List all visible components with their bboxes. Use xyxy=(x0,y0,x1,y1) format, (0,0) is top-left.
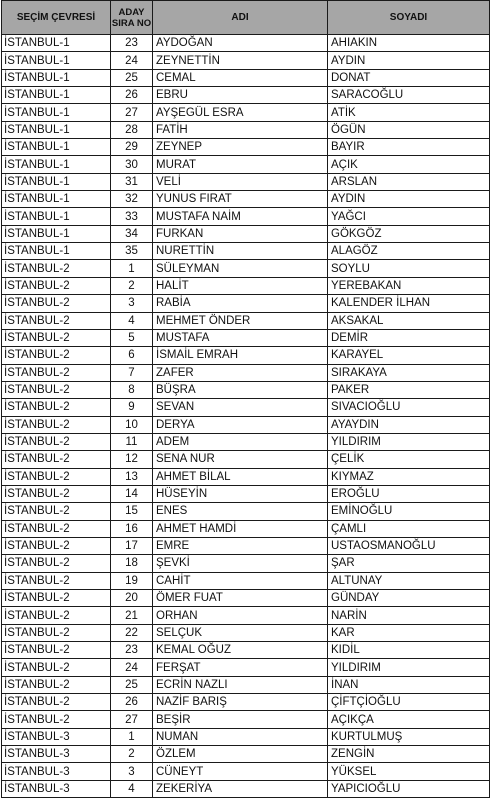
table-row xyxy=(2,156,490,173)
cell-secim-cevresi: İSTANBUL-2 xyxy=(2,416,111,433)
cell-sira-no: 3 xyxy=(111,763,153,780)
table-row xyxy=(2,277,490,294)
cell-soyadi: KIDİL xyxy=(328,642,490,659)
cell-sira-no: 18 xyxy=(111,555,153,572)
cell-soyadi: ATİK xyxy=(328,104,490,121)
cell-adi: ENES xyxy=(153,503,328,520)
table-row xyxy=(2,485,490,502)
cell-secim-cevresi: İSTANBUL-2 xyxy=(2,468,111,485)
table-row xyxy=(2,191,490,208)
cell-sira-no: 2 xyxy=(111,746,153,763)
cell-sira-no: 7 xyxy=(111,364,153,381)
cell-soyadi: ARSLAN xyxy=(328,173,490,190)
cell-sira-no: 9 xyxy=(111,399,153,416)
cell-sira-no: 4 xyxy=(111,312,153,329)
cell-adi: YUNUS FIRAT xyxy=(153,191,328,208)
table-row xyxy=(2,590,490,607)
table-row xyxy=(2,520,490,537)
cell-secim-cevresi: İSTANBUL-1 xyxy=(2,225,111,242)
cell-adi: MUSTAFA NAİM xyxy=(153,208,328,225)
cell-soyadi: EMİNOĞLU xyxy=(328,503,490,520)
cell-secim-cevresi: İSTANBUL-1 xyxy=(2,87,111,104)
table-row xyxy=(2,260,490,277)
cell-adi: AYDOĞAN xyxy=(153,35,328,52)
table-row xyxy=(2,416,490,433)
cell-sira-no: 30 xyxy=(111,156,153,173)
table-row xyxy=(2,433,490,450)
cell-secim-cevresi: İSTANBUL-1 xyxy=(2,121,111,138)
cell-adi: SÜLEYMAN xyxy=(153,260,328,277)
cell-soyadi: BAYIR xyxy=(328,139,490,156)
table-row xyxy=(2,347,490,364)
cell-secim-cevresi: İSTANBUL-1 xyxy=(2,104,111,121)
cell-adi: MEHMET ÖNDER xyxy=(153,312,328,329)
cell-adi: EMRE xyxy=(153,537,328,554)
cell-secim-cevresi: İSTANBUL-1 xyxy=(2,139,111,156)
cell-soyadi: SIRAKAYA xyxy=(328,364,490,381)
cell-soyadi: ÇELİK xyxy=(328,451,490,468)
cell-sira-no: 27 xyxy=(111,104,153,121)
cell-adi: NURETTİN xyxy=(153,243,328,260)
table-row xyxy=(2,295,490,312)
cell-adi: AHMET BİLAL xyxy=(153,468,328,485)
cell-sira-no: 3 xyxy=(111,295,153,312)
cell-secim-cevresi: İSTANBUL-1 xyxy=(2,52,111,69)
cell-secim-cevresi: İSTANBUL-2 xyxy=(2,537,111,554)
cell-adi: NUMAN xyxy=(153,728,328,745)
cell-soyadi: PAKER xyxy=(328,381,490,398)
cell-adi: KEMAL OĞUZ xyxy=(153,642,328,659)
cell-adi: FERŞAT xyxy=(153,659,328,676)
cell-secim-cevresi: İSTANBUL-2 xyxy=(2,642,111,659)
cell-secim-cevresi: İSTANBUL-2 xyxy=(2,451,111,468)
table-row xyxy=(2,381,490,398)
cell-sira-no: 12 xyxy=(111,451,153,468)
cell-secim-cevresi: İSTANBUL-1 xyxy=(2,191,111,208)
cell-adi: MURAT xyxy=(153,156,328,173)
cell-soyadi: ALTUNAY xyxy=(328,572,490,589)
cell-adi: NAZİF BARIŞ xyxy=(153,694,328,711)
cell-adi: ÖZLEM xyxy=(153,746,328,763)
cell-soyadi: AYAYDIN xyxy=(328,416,490,433)
cell-secim-cevresi: İSTANBUL-1 xyxy=(2,156,111,173)
header-aday-sira-no xyxy=(111,1,153,35)
cell-sira-no: 21 xyxy=(111,607,153,624)
cell-soyadi: AHIAKIN xyxy=(328,35,490,52)
cell-secim-cevresi: İSTANBUL-2 xyxy=(2,329,111,346)
cell-adi: DERYA xyxy=(153,416,328,433)
cell-adi: ECRİN NAZLI xyxy=(153,676,328,693)
cell-secim-cevresi: İSTANBUL-2 xyxy=(2,607,111,624)
table-row xyxy=(2,69,490,86)
cell-adi: ZEYNETTİN xyxy=(153,52,328,69)
cell-secim-cevresi: İSTANBUL-2 xyxy=(2,295,111,312)
cell-soyadi: DEMİR xyxy=(328,329,490,346)
cell-adi: VELİ xyxy=(153,173,328,190)
cell-sira-no: 2 xyxy=(111,277,153,294)
cell-adi: MUSTAFA xyxy=(153,329,328,346)
cell-soyadi: SOYLU xyxy=(328,260,490,277)
cell-secim-cevresi: İSTANBUL-1 xyxy=(2,173,111,190)
cell-secim-cevresi: İSTANBUL-2 xyxy=(2,433,111,450)
cell-adi: ŞEVKİ xyxy=(153,555,328,572)
table-row xyxy=(2,364,490,381)
cell-secim-cevresi: İSTANBUL-3 xyxy=(2,746,111,763)
cell-secim-cevresi: İSTANBUL-2 xyxy=(2,590,111,607)
cell-secim-cevresi: İSTANBUL-3 xyxy=(2,780,111,797)
cell-sira-no: 25 xyxy=(111,676,153,693)
table-row xyxy=(2,121,490,138)
cell-soyadi: AÇIK xyxy=(328,156,490,173)
cell-adi: ZEYNEP xyxy=(153,139,328,156)
header-adi: ADI xyxy=(153,1,328,35)
cell-sira-no: 13 xyxy=(111,468,153,485)
cell-adi: RABİA xyxy=(153,295,328,312)
cell-secim-cevresi: İSTANBUL-2 xyxy=(2,520,111,537)
cell-sira-no: 14 xyxy=(111,485,153,502)
cell-adi: EBRU xyxy=(153,87,328,104)
cell-sira-no: 23 xyxy=(111,35,153,52)
cell-soyadi: GÖKGÖZ xyxy=(328,225,490,242)
table-row xyxy=(2,694,490,711)
table-row xyxy=(2,225,490,242)
cell-soyadi: YILDIRIM xyxy=(328,433,490,450)
table-row xyxy=(2,87,490,104)
table-row xyxy=(2,35,490,52)
cell-sira-no: 34 xyxy=(111,225,153,242)
cell-sira-no: 20 xyxy=(111,590,153,607)
table-row xyxy=(2,468,490,485)
cell-adi: CEMAL xyxy=(153,69,328,86)
table-row xyxy=(2,503,490,520)
cell-soyadi: SARACOĞLU xyxy=(328,87,490,104)
cell-secim-cevresi: İSTANBUL-2 xyxy=(2,312,111,329)
cell-soyadi: AYDIN xyxy=(328,52,490,69)
cell-adi: ADEM xyxy=(153,433,328,450)
cell-soyadi: AYDIN xyxy=(328,191,490,208)
cell-sira-no: 29 xyxy=(111,139,153,156)
cell-secim-cevresi: İSTANBUL-3 xyxy=(2,728,111,745)
cell-sira-no: 8 xyxy=(111,381,153,398)
table-row xyxy=(2,746,490,763)
cell-adi: İSMAİL EMRAH xyxy=(153,347,328,364)
cell-adi: ZAFER xyxy=(153,364,328,381)
cell-adi: SELÇUK xyxy=(153,624,328,641)
cell-sira-no: 15 xyxy=(111,503,153,520)
cell-sira-no: 23 xyxy=(111,642,153,659)
cell-soyadi: USTAOSMANOĞLU xyxy=(328,537,490,554)
table-row xyxy=(2,642,490,659)
cell-adi: ORHAN xyxy=(153,607,328,624)
cell-sira-no: 1 xyxy=(111,260,153,277)
cell-soyadi: ÖGÜN xyxy=(328,121,490,138)
cell-sira-no: 19 xyxy=(111,572,153,589)
table-row xyxy=(2,624,490,641)
cell-soyadi: EROĞLU xyxy=(328,485,490,502)
cell-soyadi: AKSAKAL xyxy=(328,312,490,329)
cell-secim-cevresi: İSTANBUL-2 xyxy=(2,364,111,381)
cell-sira-no: 17 xyxy=(111,537,153,554)
cell-soyadi: ALAGÖZ xyxy=(328,243,490,260)
cell-secim-cevresi: İSTANBUL-2 xyxy=(2,711,111,728)
cell-secim-cevresi: İSTANBUL-1 xyxy=(2,243,111,260)
table-row xyxy=(2,537,490,554)
cell-secim-cevresi: İSTANBUL-2 xyxy=(2,347,111,364)
cell-sira-no: 33 xyxy=(111,208,153,225)
cell-secim-cevresi: İSTANBUL-2 xyxy=(2,503,111,520)
cell-adi: HALİT xyxy=(153,277,328,294)
cell-soyadi: ÇİFTÇİOĞLU xyxy=(328,694,490,711)
cell-secim-cevresi: İSTANBUL-2 xyxy=(2,624,111,641)
cell-sira-no: 27 xyxy=(111,711,153,728)
cell-secim-cevresi: İSTANBUL-2 xyxy=(2,555,111,572)
header-row xyxy=(2,1,490,35)
cell-sira-no: 6 xyxy=(111,347,153,364)
table-row xyxy=(2,139,490,156)
cell-adi: CAHİT xyxy=(153,572,328,589)
cell-soyadi: ZENGİN xyxy=(328,746,490,763)
cell-secim-cevresi: İSTANBUL-2 xyxy=(2,277,111,294)
table-row xyxy=(2,312,490,329)
table-row xyxy=(2,780,490,797)
cell-adi: ZEKERİYA xyxy=(153,780,328,797)
cell-sira-no: 24 xyxy=(111,52,153,69)
cell-soyadi: ŞAR xyxy=(328,555,490,572)
cell-soyadi: NARİN xyxy=(328,607,490,624)
cell-sira-no: 26 xyxy=(111,694,153,711)
table-row xyxy=(2,711,490,728)
cell-soyadi: DONAT xyxy=(328,69,490,86)
candidate-table xyxy=(1,0,490,798)
table-row xyxy=(2,52,490,69)
header-aday-line2: SIRA NO xyxy=(111,17,152,29)
header-soyadi: SOYADI xyxy=(328,1,490,35)
cell-sira-no: 35 xyxy=(111,243,153,260)
cell-soyadi: SIVACIOĞLU xyxy=(328,399,490,416)
cell-adi: SENA NUR xyxy=(153,451,328,468)
cell-sira-no: 10 xyxy=(111,416,153,433)
cell-secim-cevresi: İSTANBUL-1 xyxy=(2,208,111,225)
cell-secim-cevresi: İSTANBUL-2 xyxy=(2,399,111,416)
cell-adi: SEVAN xyxy=(153,399,328,416)
cell-soyadi: KAR xyxy=(328,624,490,641)
cell-adi: BÜŞRA xyxy=(153,381,328,398)
cell-soyadi: ÇAMLI xyxy=(328,520,490,537)
cell-adi: CÜNEYT xyxy=(153,763,328,780)
cell-secim-cevresi: İSTANBUL-2 xyxy=(2,694,111,711)
table-row xyxy=(2,572,490,589)
cell-sira-no: 11 xyxy=(111,433,153,450)
cell-adi: FURKAN xyxy=(153,225,328,242)
cell-soyadi: YAĞCI xyxy=(328,208,490,225)
cell-sira-no: 22 xyxy=(111,624,153,641)
cell-adi: HÜSEYİN xyxy=(153,485,328,502)
cell-adi: BEŞİR xyxy=(153,711,328,728)
cell-soyadi: KALENDER İLHAN xyxy=(328,295,490,312)
table-row xyxy=(2,607,490,624)
cell-sira-no: 25 xyxy=(111,69,153,86)
table-row xyxy=(2,763,490,780)
cell-secim-cevresi: İSTANBUL-2 xyxy=(2,659,111,676)
cell-sira-no: 5 xyxy=(111,329,153,346)
cell-soyadi: İNAN xyxy=(328,676,490,693)
cell-sira-no: 28 xyxy=(111,121,153,138)
cell-soyadi: YILDIRIM xyxy=(328,659,490,676)
table-row xyxy=(2,329,490,346)
cell-sira-no: 31 xyxy=(111,173,153,190)
cell-secim-cevresi: İSTANBUL-2 xyxy=(2,260,111,277)
cell-adi: AHMET HAMDİ xyxy=(153,520,328,537)
table-row xyxy=(2,399,490,416)
cell-sira-no: 32 xyxy=(111,191,153,208)
cell-sira-no: 26 xyxy=(111,87,153,104)
cell-sira-no: 1 xyxy=(111,728,153,745)
table-row xyxy=(2,728,490,745)
cell-adi: FATİH xyxy=(153,121,328,138)
table-row xyxy=(2,173,490,190)
cell-soyadi: GÜNDAY xyxy=(328,590,490,607)
cell-sira-no: 16 xyxy=(111,520,153,537)
cell-soyadi: AÇIKÇA xyxy=(328,711,490,728)
table-row xyxy=(2,555,490,572)
table-row xyxy=(2,208,490,225)
table-row xyxy=(2,676,490,693)
cell-secim-cevresi: İSTANBUL-2 xyxy=(2,676,111,693)
cell-soyadi: KURTULMUŞ xyxy=(328,728,490,745)
cell-soyadi: KIYMAZ xyxy=(328,468,490,485)
cell-secim-cevresi: İSTANBUL-2 xyxy=(2,485,111,502)
table-row xyxy=(2,451,490,468)
cell-soyadi: KARAYEL xyxy=(328,347,490,364)
cell-sira-no: 24 xyxy=(111,659,153,676)
cell-adi: ÖMER FUAT xyxy=(153,590,328,607)
header-secim-cevresi: SEÇİM ÇEVRESİ xyxy=(2,1,111,35)
cell-secim-cevresi: İSTANBUL-1 xyxy=(2,69,111,86)
cell-secim-cevresi: İSTANBUL-2 xyxy=(2,381,111,398)
table-row xyxy=(2,243,490,260)
cell-secim-cevresi: İSTANBUL-2 xyxy=(2,572,111,589)
candidate-list-sheet xyxy=(1,0,489,798)
cell-soyadi: YEREBAKAN xyxy=(328,277,490,294)
cell-sira-no: 4 xyxy=(111,780,153,797)
cell-soyadi: YÜKSEL xyxy=(328,763,490,780)
table-row xyxy=(2,659,490,676)
cell-adi: AYŞEGÜL ESRA xyxy=(153,104,328,121)
cell-soyadi: YAPICIOĞLU xyxy=(328,780,490,797)
cell-secim-cevresi: İSTANBUL-3 xyxy=(2,763,111,780)
cell-secim-cevresi: İSTANBUL-1 xyxy=(2,35,111,52)
table-row xyxy=(2,104,490,121)
header-aday-line1: ADAY xyxy=(118,6,145,18)
